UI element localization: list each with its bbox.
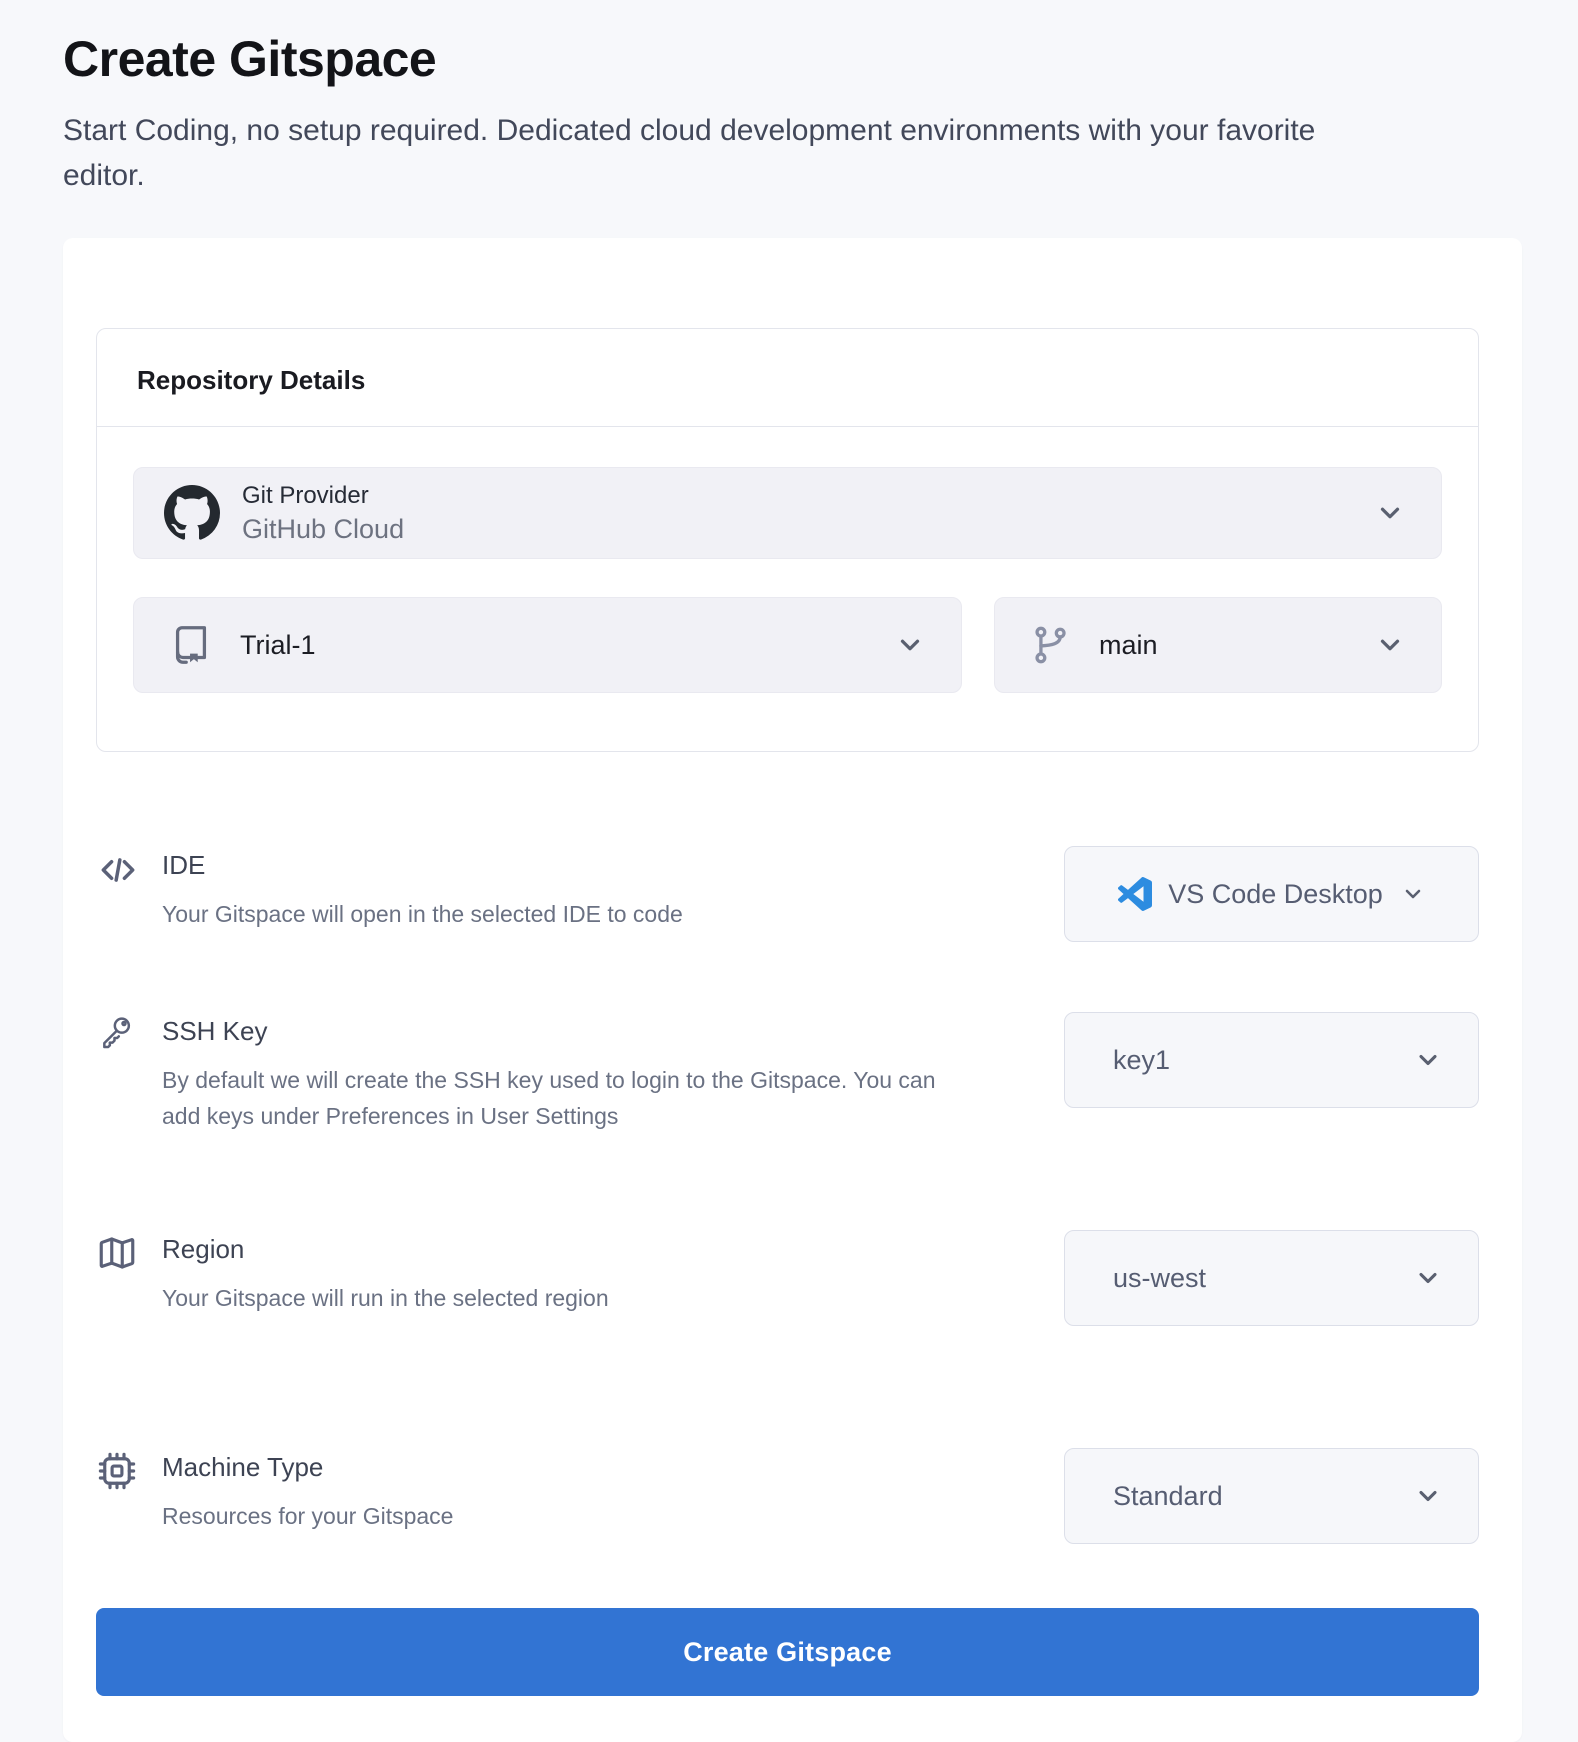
machine-type-text bbox=[162, 1448, 1064, 1535]
code-icon bbox=[96, 846, 162, 892]
repo-branch-row bbox=[133, 597, 1442, 693]
region-value: us-west bbox=[1113, 1262, 1207, 1293]
chevron-down-icon bbox=[1414, 1482, 1442, 1510]
setting-row-machine-type bbox=[96, 1448, 1479, 1544]
repository-details-box bbox=[96, 328, 1479, 752]
branch-select[interactable] bbox=[994, 597, 1442, 693]
region-title: Region bbox=[162, 1234, 245, 1265]
repository-value: Trial-1 bbox=[240, 629, 316, 660]
region-description: Your Gitspace will run in the selected region bbox=[162, 1285, 609, 1312]
git-provider-select[interactable] bbox=[133, 467, 1442, 559]
repository-details-title: Repository Details bbox=[137, 365, 366, 395]
repository-details-header bbox=[97, 329, 1478, 427]
cpu-chip-icon bbox=[96, 1448, 162, 1492]
git-provider-label: Git Provider bbox=[242, 481, 369, 509]
page-title: Create Gitspace bbox=[63, 31, 437, 87]
machine-type-select[interactable] bbox=[1064, 1448, 1479, 1544]
chevron-down-icon bbox=[1375, 498, 1405, 528]
branch-value: main bbox=[1099, 629, 1158, 660]
machine-type-description: Resources for your Gitspace bbox=[162, 1503, 454, 1530]
machine-type-value: Standard bbox=[1113, 1480, 1223, 1511]
ssh-description: By default we will create the SSH key used to login to the Gitspace. You can add keys under Preferences in User Settings bbox=[162, 1067, 936, 1129]
setting-row-region bbox=[96, 1230, 1479, 1326]
machine-type-title: Machine Type bbox=[162, 1452, 324, 1483]
setting-row-ssh-key bbox=[96, 1012, 1479, 1134]
key-icon bbox=[96, 1012, 162, 1054]
repository-select[interactable] bbox=[133, 597, 962, 693]
map-icon bbox=[96, 1230, 162, 1274]
chevron-down-icon bbox=[1375, 630, 1405, 660]
region-select[interactable] bbox=[1064, 1230, 1479, 1326]
ssh-text bbox=[162, 1012, 1064, 1134]
ide-text bbox=[162, 846, 1064, 933]
ssh-key-value: key1 bbox=[1113, 1044, 1171, 1075]
chevron-down-icon bbox=[1401, 882, 1425, 906]
ide-select[interactable] bbox=[1064, 846, 1479, 942]
create-gitspace-button[interactable] bbox=[96, 1608, 1479, 1696]
repository-details-body bbox=[97, 427, 1478, 751]
ssh-title: SSH Key bbox=[162, 1016, 268, 1046]
ide-value: VS Code Desktop bbox=[1168, 878, 1383, 909]
page-subtitle: Start Coding, no setup required. Dedicated cloud development environments with your favorite editor. bbox=[63, 114, 1316, 192]
setting-row-ide bbox=[96, 846, 1479, 942]
ide-title: IDE bbox=[162, 850, 206, 880]
git-branch-icon bbox=[1029, 623, 1073, 667]
chevron-down-icon bbox=[1414, 1264, 1442, 1292]
page-header bbox=[0, 0, 1578, 198]
create-gitspace-card bbox=[63, 238, 1522, 1742]
create-gitspace-button-label: Create Gitspace bbox=[683, 1636, 892, 1667]
vscode-icon bbox=[1118, 877, 1152, 911]
github-icon bbox=[164, 485, 220, 541]
git-provider-texts bbox=[242, 482, 404, 545]
region-text bbox=[162, 1230, 1064, 1317]
repo-icon bbox=[168, 622, 214, 668]
chevron-down-icon bbox=[895, 630, 925, 660]
ssh-key-select[interactable] bbox=[1064, 1012, 1479, 1108]
chevron-down-icon bbox=[1414, 1046, 1442, 1074]
git-provider-value: GitHub Cloud bbox=[242, 513, 405, 544]
ide-description: Your Gitspace will open in the selected IDE to code bbox=[162, 901, 683, 927]
